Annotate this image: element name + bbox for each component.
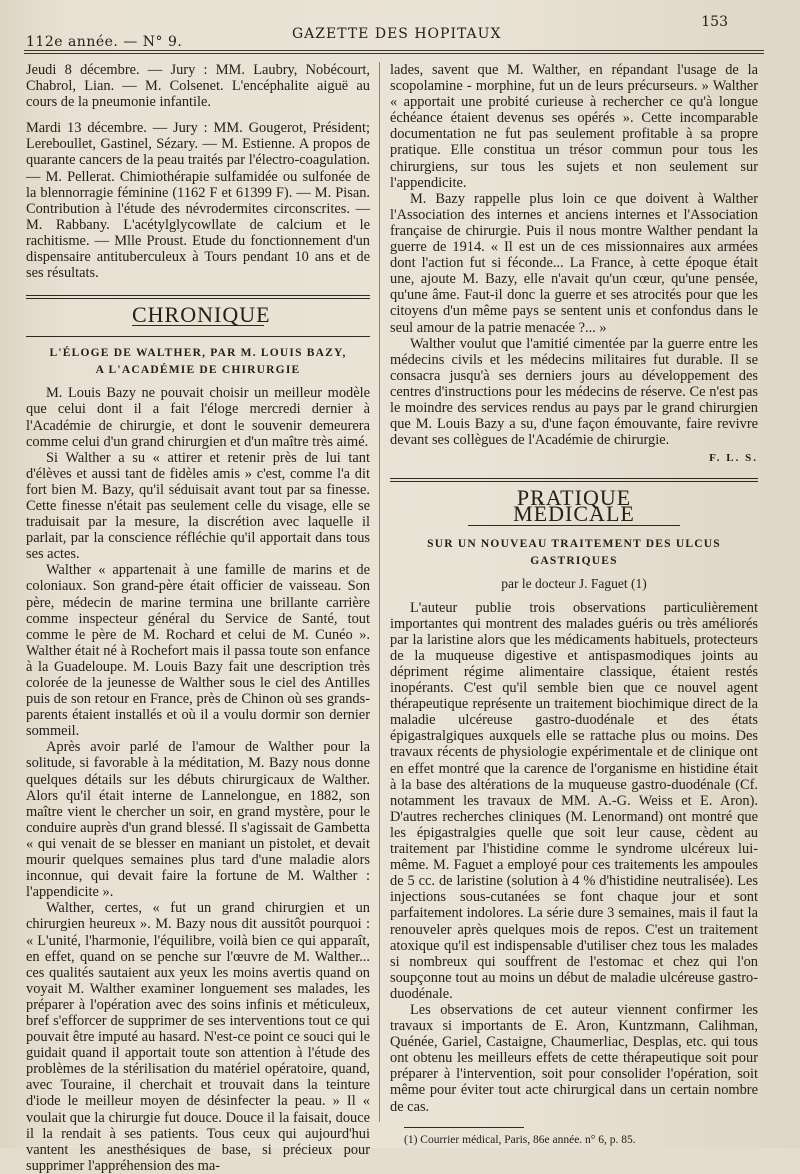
article-title	[26, 345, 370, 379]
column-separator	[379, 62, 380, 1122]
footnote-rule	[404, 1127, 524, 1128]
paragraph: lades, savent que M. Walther, en répandant l'usage de la scopolamine - morphine, fut un de leurs précurseurs. » Walther « apportait une probité curieuse à rechercher ce qu'à longue échéance étaient devenus ses opérés ». Cette incomparable documentation ne fut pas seulement profitable à sa propre pratique. Elle constitua un trésor commun pour tous les chirurgiens, sur tous les sujets et non seulement sur l'appendicite.	[390, 62, 758, 191]
paragraph: M. Bazy rappelle plus loin ce que doivent à Walther l'Association des internes et anciens internes et l'Association française de chirurgie. Puis il nous montre Walther pendant la guerre de 1914. « Il est un de ces missionnaires aux armées dont l'action fut si féconde... La France, à cette époque était une, ajoute M. Bazy, elle n'avait qu'un cœur, qu'une pensée, qu'une âme. Faut-il donc la guerre et ses atrocités pour que les citoyens d'un même pays se sentent unis et confondus dans le seul amour de la patrie menacée ?... »	[390, 190, 758, 336]
section-rule	[390, 478, 758, 482]
header-rule	[24, 50, 764, 51]
paragraph: L'auteur publie trois observations particulièrement importantes qui montrent des malades guéris ou très améliorés par la laristine alors que les médicaments habituels, protecteurs de la muqueuse digestive et antispasmodiques joints au dépriment régime alimentaire classique, étaient restés inopérants. C'est qu'il semble bien que ce nouvel agent thérapeutique représente un traitement biochimique direct de la maladie ulcéreuse gastro-duodénale et des états épigastralgiques auxquels elle se rattache plus ou moins. Des travaux récents de physiologie expérimentale et de clinique ont en effet montré que la carence de l'organisme en histidine était à la base des altérations de la muqueuse gastro-duodénale (Cf. notamment les travaux de MM. A.-G. Weiss et E. Aron). D'autres recherches cliniques (M. Lenormand) ont montré que les épigastralgies quelle que soit leur cause, cèdent au traitement par l'histidine comme le syndrome ulcéreux lui-même. M. Faguet a employé pour ces traitements les ampoules de 5 cc. de laristine (solution à 4 % d'histidine neutralisée). Les injections sous-cutanées se font chaque jour et sont parfaitement indolores. La série dure 3 semaines, mais il faut la renouveler après quelques mois de repos. C'est un traitement atoxique qu'il est indispensable d'utiliser chez tous les malades si nombreux qui souffrent de l'estomac et chez qui l'on soupçonne tout au moins un début de maladie ulcéreuse gastro-duodénale.	[390, 599, 758, 1002]
footnote: (1) Courrier médical, Paris, 86e année. n° 6, p. 85.	[404, 1133, 636, 1146]
paragraph: Après avoir parlé de l'amour de Walther pour la solitude, si favorable à la méditation, M. Bazy nous donne quelques détails sur les débuts chirurgicaux de Walther. Alors qu'il était interne de Lannelongue, en 1882, son maître vient le chercher un soir, en grand mystère, pour le conduire auprès d'un grand blessé. Il s'agissait de Gambetta « qui venait de se blesser en maniant un pistolet, et devait mourir quelques semaines plus tard d'une maladie alors inconnue, qui devait faire la fortune de M. Walther : l'appendicite ».	[26, 739, 370, 901]
section-rule	[26, 336, 370, 337]
agenda-entry: Jeudi 8 décembre. — Jury : MM. Laubry, Nobécourt, Chabrol, Lian. — M. Colsenet. L'encéphalite aiguë au cours de la pneumonie infantile.	[26, 62, 370, 111]
paragraph: Walther « appartenait à une famille de marins et de coloniaux. Son grand-père était officier de vaisseau. Son père, médecin de marine termina une brillante carrière comme inspecteur général du Service de Santé, tout comme le père de M. Rochard et celui de M. Cunéo ». Walther était né à Rochefort mais il passa toute son enfance à la Guadeloupe. M. Louis Bazy fait une description très colorée de la jeunesse de Walther sous le ciel des Antilles puis de son retour en France, près de Chinon où ses grands-parents étaient installés et où il a voulu dormir son dernier sommeil.	[26, 562, 370, 740]
paragraph: Walther, certes, « fut un grand chirurgien et un chirurgien heureux ». M. Bazy nous dit aussitôt pourquoi : « L'unité, l'harmonie, l'équilibre, voilà bien ce qui apparaît, en effet, quand on se penche sur l'œuvre de M. Walther... ces qualités sautaient aux yeux les moins avertis quand on voyait M. Walther examiner longuement ses malades, les préparer à l'opération avec des soins infinis et méticuleux, bref s'efforcer de supprimer de ses interventions tout ce qui pouvait être imputé au hasard. N'est-ce point ce souci qui le guidait quand il apportait toute son attention à l'étude des problèmes de la stérilisation du matériel opératoire, quand, avec Touraine, il cherchait et trouvait dans la teinture d'iode le meilleur moyen de désinfecter la peau. » Il « voulait que la chirurgie fut douce. Douce il la faisait, douce il la rendait à ses patients. Tous ceux qui aujourd'hui vantent les anesthésiques de base, si précieux pour supprimer l'appréhension des ma-	[26, 900, 370, 1174]
page-number: 153	[701, 14, 728, 30]
paragraph: Si Walther a su « attirer et retenir près de lui tant d'élèves et aussi tant de fidèles amis » c'est, comme l'a dit fort bien M. Bazy, qu'il séduisait avant tout par sa finesse. Cette finesse n'était pas seulement celle du visage, elle se traduisait par la mesure, la discrétion avec laquelle il parlait, par la conscience réfléchie qu'il apportait dans tous ses actes.	[26, 449, 370, 563]
right-column	[390, 62, 758, 1148]
header-rule	[24, 53, 764, 54]
paragraph: Les observations de cet auteur viennent confirmer les travaux si importants de E. Aron, Kuntzmann, Calihman, Quénée, Gariel, Castaigne, Chaumerliac, Desplas, etc. qui tous ont obtenu les meilleurs effets de cette thérapeutique soit pour préparer à l'intervention, soit pour consolider l'opération, soit même pour éviter tout acte chirurgical dans un certain nombre de cas.	[390, 1001, 758, 1115]
article-title-line: L'ÉLOGE DE WALTHER, PAR M. LOUIS BAZY,	[49, 347, 347, 360]
section-title-pratique: PRATIQUE MÉDICALE	[468, 490, 680, 525]
paragraph: M. Louis Bazy ne pouvait choisir un meilleur modèle que celui dont il a fait l'éloge mercredi dernier à l'Académie de chirurgie, et dont le souvenir demeurera comme celui d'un grand chirurgien et d'un maître très aimé.	[26, 385, 370, 450]
byline: par le docteur J. Faguet (1)	[501, 575, 647, 591]
left-column	[26, 62, 370, 1174]
journal-title: GAZETTE DES HOPITAUX	[292, 26, 502, 42]
article-title-line: A L'ACADÉMIE DE CHIRURGIE	[95, 364, 301, 377]
paragraph: Walther voulut que l'amitié cimentée par la guerre entre les médecins civils et les médecins militaires fut durable. Il se consacra jusqu'à ses derniers jours au développement des centres d'instructions pour les médecins de réserve. Ce n'est pas le moindre des services rendus au pays par le grand chirurgien que M. Louis Bazy a su, d'une façon émouvante, faire revivre devant ses collègues de l'Académie de chirurgie.	[390, 335, 758, 449]
issue-number: 112e année. — N° 9.	[26, 34, 183, 50]
section-title-chronique: CHRONIQUE	[132, 302, 271, 328]
agenda-entry: Mardi 13 décembre. — Jury : MM. Gougerot, Président; Lereboullet, Gastinel, Sézary. — M. Estienne. A propos de quarante cancers de la peau traités par l'électro-coagulation. — M. Pellerat. Chimiothérapie sulfamidée ou sulfonée de la blennorragie féminine (1162 F et 61399 F). — M. Pisan. Contribution à l'étude des névrodermites circonscrites. — M. Rabbany. L'acétylglycowllate de calcium et le rachitisme. — Mlle Proust. Etude du fonctionnement d'un dispensaire antituberculeux à Tours pendant 10 ans et de ses résultats.	[26, 120, 370, 282]
signature: F. L. S.	[709, 452, 758, 465]
section-rule	[26, 295, 370, 299]
article-title: SUR UN NOUVEAU TRAITEMENT DES ULCUS GASTRIQUES	[427, 537, 721, 567]
